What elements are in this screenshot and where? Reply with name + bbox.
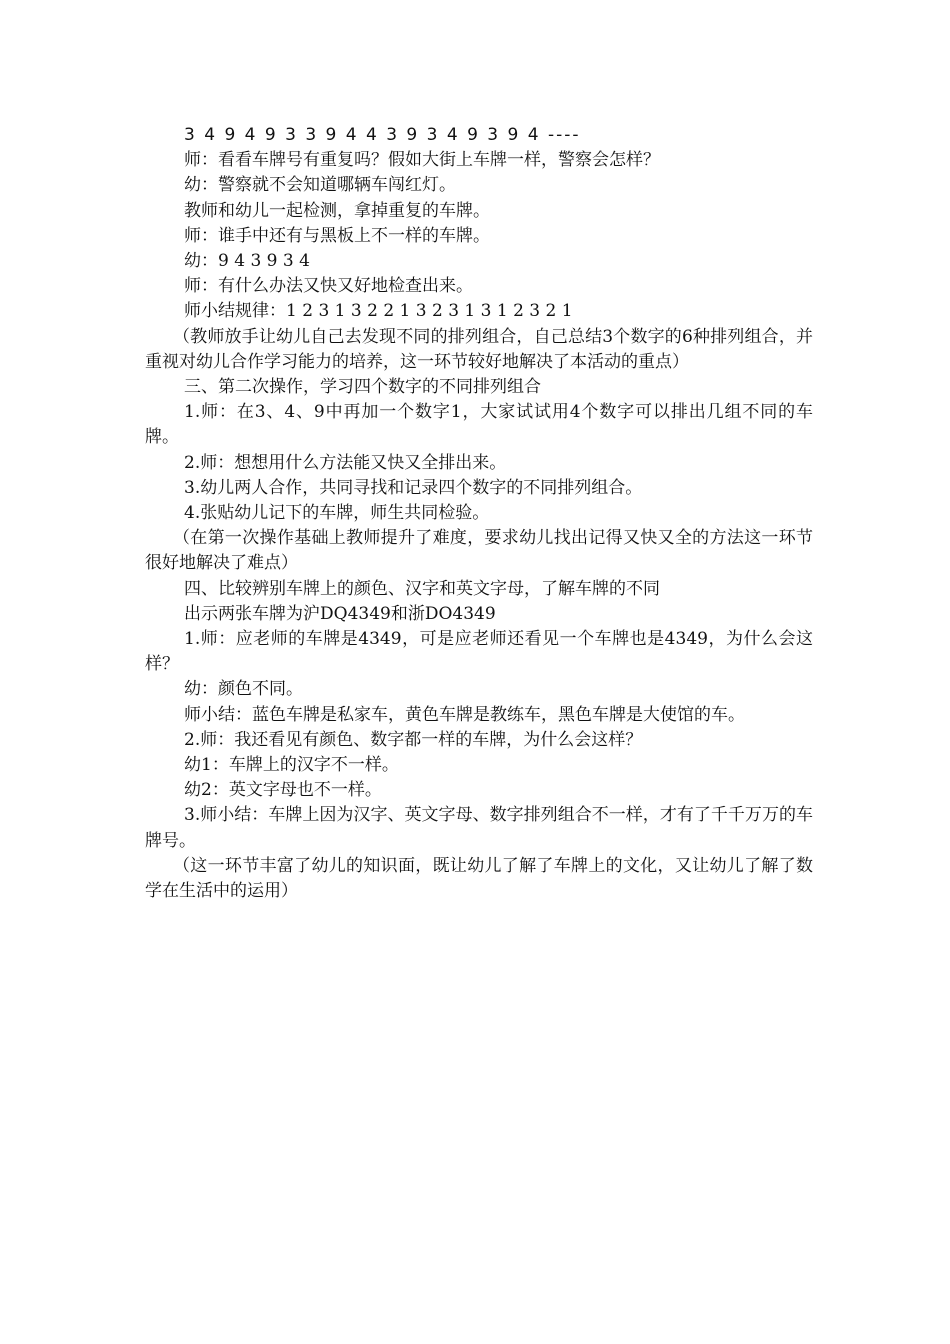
section-heading: 四、比较辨别车牌上的颜色、汉字和英文字母，了解车牌的不同: [184, 578, 660, 599]
paragraph: 幼：颜色不同。: [184, 679, 303, 700]
paragraph: 幼：9 4 3 9 3 4: [184, 251, 310, 272]
digit-sequence: 3 4 9 4 9 3 3 9 4 4 3 9 3 4 9 3 9 4 ----: [184, 125, 581, 145]
paragraph: 3.师小结：车牌上因为汉字、英文字母、数字排列组合不一样，才有了千千万万的车牌号。: [145, 805, 813, 851]
paragraph: 师：有什么办法又快又好地检查出来。: [184, 276, 473, 297]
paragraph: 教师和幼儿一起检测，拿掉重复的车牌。: [184, 200, 490, 221]
section-heading: 三、第二次操作，学习四个数字的不同排列组合: [184, 377, 541, 398]
paragraph: 4.张贴幼儿记下的车牌，师生共同检验。: [184, 503, 490, 524]
paragraph: 幼1：车牌上的汉字不一样。: [184, 755, 399, 776]
paragraph: 1.师：应老师的车牌是4349，可是应老师还看见一个车牌也是4349，为什么会这样？: [145, 629, 813, 675]
paragraph: 2.师：想想用什么方法能又快又全排出来。: [184, 452, 507, 473]
note-paragraph: （教师放手让幼儿自己去发现不同的排列组合，自己总结3个数字的6种排列组合，并重视对幼儿合作学习能力的培养，这一环节较好地解决了本活动的重点）: [145, 326, 813, 372]
paragraph: 师：看看车牌号有重复吗？假如大街上车牌一样，警察会怎样？: [184, 150, 660, 171]
paragraph: 师小结：蓝色车牌是私家车，黄色车牌是教练车，黑色车牌是大使馆的车。: [184, 704, 745, 725]
paragraph: 出示两张车牌为沪DQ4349和浙DO4349: [184, 603, 496, 624]
paragraph: 1.师：在3、4、9中再加一个数字1，大家试试用4个数字可以排出几组不同的车牌。: [145, 402, 813, 448]
paragraph: 幼：警察就不会知道哪辆车闯红灯。: [184, 175, 456, 196]
document-body: [145, 123, 813, 904]
paragraph: 师：谁手中还有与黑板上不一样的车牌。: [184, 225, 490, 246]
note-paragraph: （在第一次操作基础上教师提升了难度，要求幼儿找出记得又快又全的方法这一环节很好地解决了难点）: [145, 528, 813, 574]
paragraph: 幼2：英文字母也不一样。: [184, 780, 382, 801]
paragraph: 师小结规律：1 2 3 1 3 2 2 1 3 2 3 1 3 1 2 3 2 1: [184, 301, 573, 322]
paragraph: 3.幼儿两人合作，共同寻找和记录四个数字的不同排列组合。: [184, 477, 643, 498]
paragraph: 2.师：我还看见有颜色、数字都一样的车牌，为什么会这样？: [184, 729, 643, 750]
note-paragraph: （这一环节丰富了幼儿的知识面，既让幼儿了解了车牌上的文化，又让幼儿了解了数学在生活中的运用）: [145, 855, 813, 902]
